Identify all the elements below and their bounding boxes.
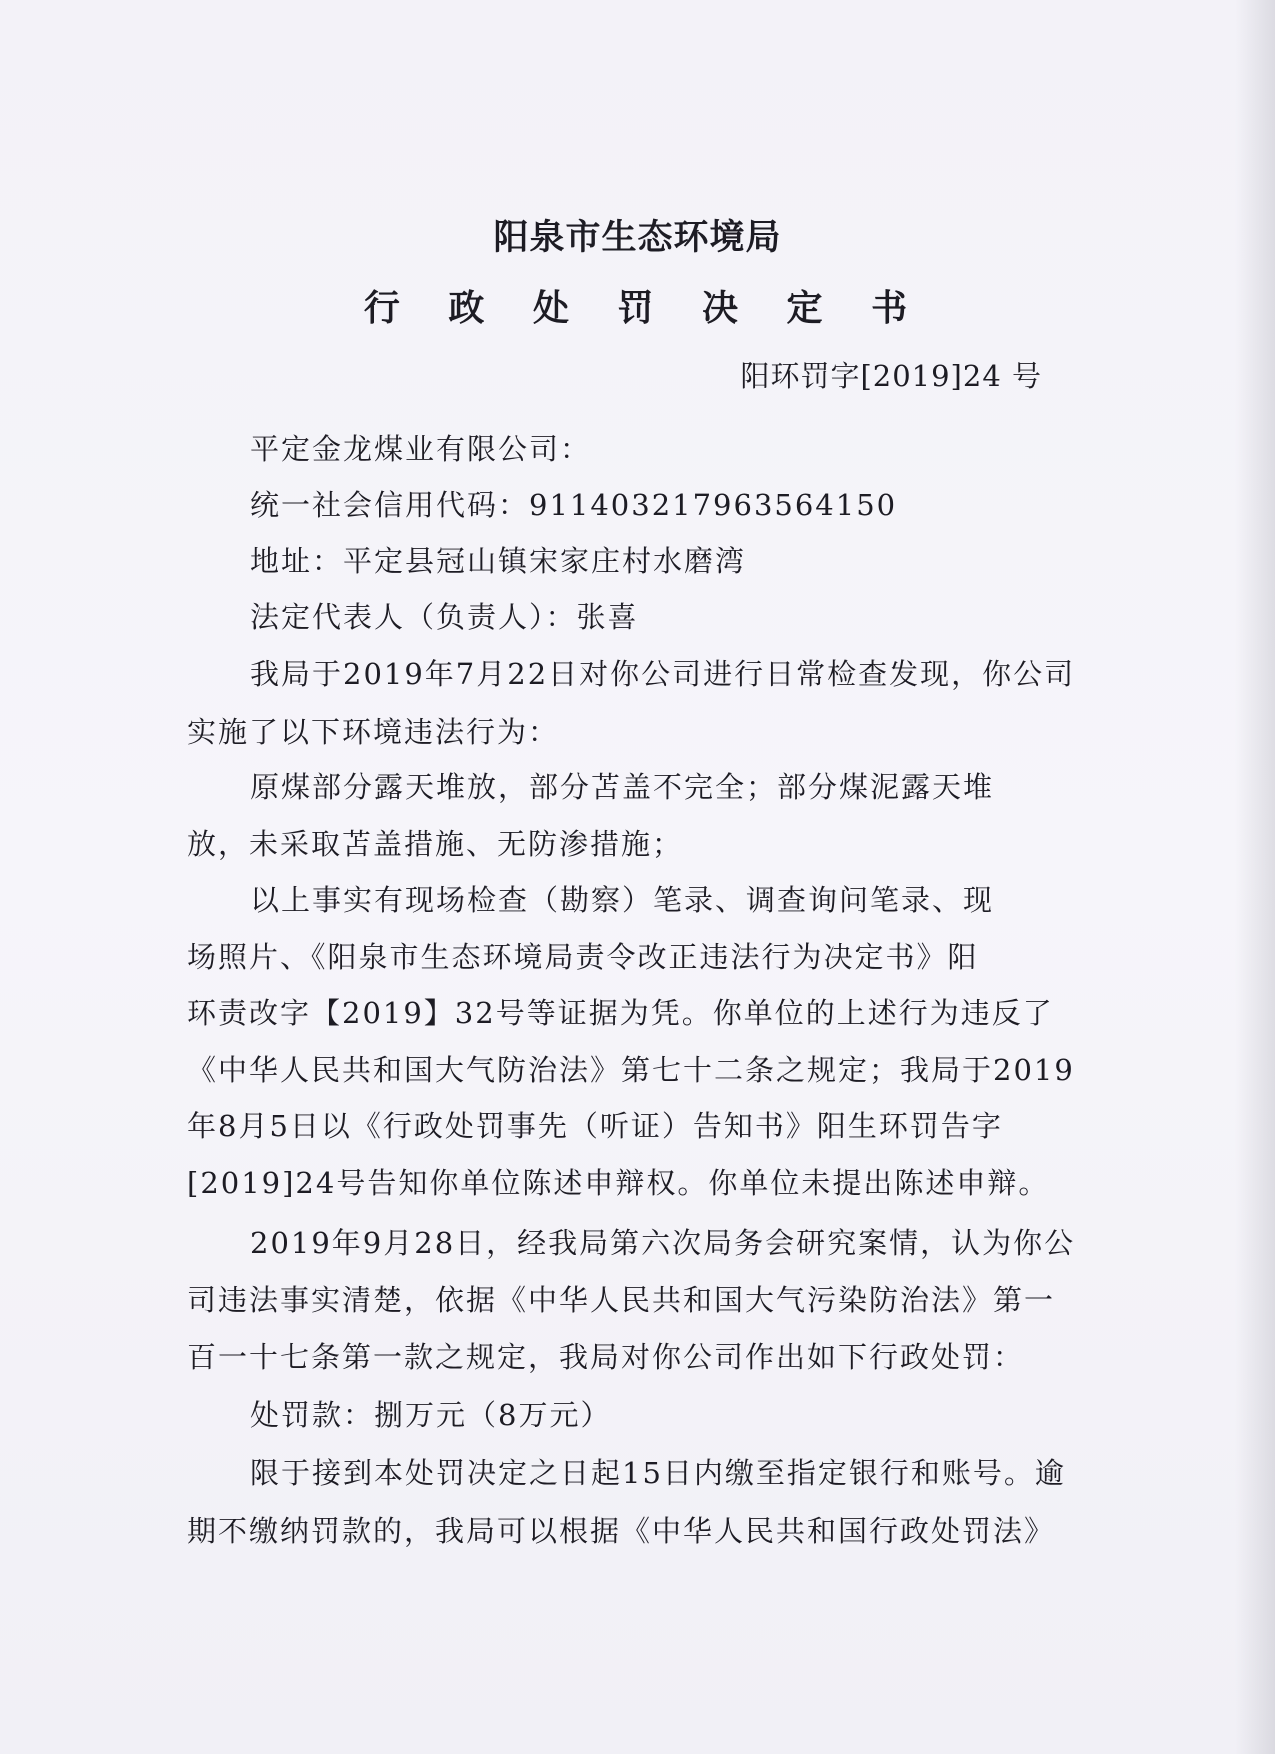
penalty-amount-line: 处罚款：捌万元（8万元） — [250, 1398, 612, 1432]
credit-code-line: 统一社会信用代码：911403217963564150 — [250, 488, 898, 522]
body-text-line: 实施了以下环境违法行为： — [187, 715, 560, 749]
document-number: 阳环罚字[2019]24 号 — [740, 359, 1042, 393]
legal-representative-line: 法定代表人（负责人）：张喜 — [250, 600, 639, 634]
scan-edge-shadow — [1235, 0, 1275, 1754]
body-text-line: 场照片、《阳泉市生态环境局责令改正违法行为决定书》阳 — [187, 940, 979, 974]
body-text-line: [2019]24号告知你单位陈述申辩权。你单位未提出陈述申辩。 — [187, 1166, 1050, 1200]
body-text-line: 原煤部分露天堆放，部分苫盖不完全；部分煤泥露天堆 — [250, 770, 995, 804]
body-text-line: 放，未采取苫盖措施、无防渗措施； — [187, 827, 684, 861]
address-line: 地址：平定县冠山镇宋家庄村水磨湾 — [250, 544, 747, 578]
body-text-line: 司违法事实清楚，依据《中华人民共和国大气污染防治法》第一 — [187, 1283, 1056, 1317]
body-text-line: 《中华人民共和国大气防治法》第七十二条之规定；我局于2019 — [187, 1053, 1075, 1087]
body-text-line: 环责改字【2019】32号等证据为凭。你单位的上述行为违反了 — [187, 996, 1054, 1030]
body-text-line: 百一十七条第一款之规定，我局对你公司作出如下行政处罚： — [187, 1340, 1025, 1374]
body-text-line: 2019年9月28日，经我局第六次局务会研究案情，认为你公 — [250, 1226, 1076, 1260]
body-text-line: 以上事实有现场检查（勘察）笔录、调查询问笔录、现 — [250, 883, 995, 917]
body-text-line: 年8月5日以《行政处罚事先（听证）告知书》阳生环罚告字 — [187, 1109, 1003, 1143]
body-text-line: 限于接到本处罚决定之日起15日内缴至指定银行和账号。逾 — [250, 1456, 1066, 1490]
body-text-line: 我局于2019年7月22日对你公司进行日常检查发现，你公司 — [250, 657, 1076, 691]
document-type-title: 行 政 处 罚 决 定 书 — [363, 288, 926, 329]
body-text-line: 期不缴纳罚款的，我局可以根据《中华人民共和国行政处罚法》 — [187, 1514, 1056, 1548]
agency-title: 阳泉市生态环境局 — [493, 218, 782, 258]
recipient-name: 平定金龙煤业有限公司： — [250, 432, 592, 466]
